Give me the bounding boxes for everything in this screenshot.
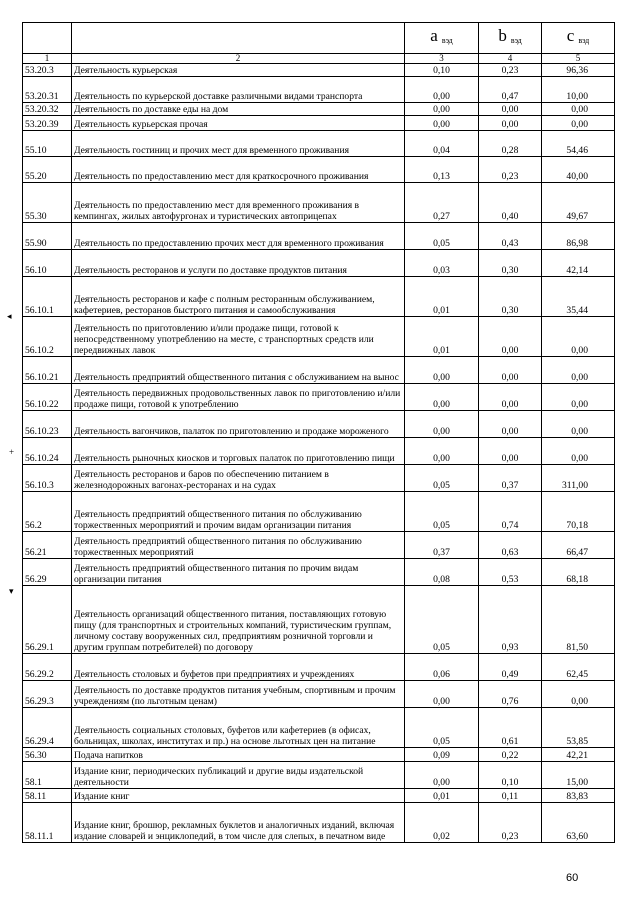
row-value-b: 0,11 — [479, 789, 542, 803]
row-value-c: 0,00 — [542, 438, 615, 465]
row-code: 55.20 — [23, 157, 72, 183]
row-value-b: 0,23 — [479, 157, 542, 183]
row-value-b: 0,76 — [479, 681, 542, 708]
row-code: 56.10.3 — [23, 465, 72, 492]
row-value-c: 40,00 — [542, 157, 615, 183]
margin-mark: ▾ — [9, 586, 14, 596]
row-value-b: 0,93 — [479, 586, 542, 654]
row-code: 56.10.2 — [23, 317, 72, 357]
column-number: 3 — [405, 54, 479, 64]
page-number: 60 — [566, 872, 579, 884]
table-row — [23, 103, 615, 116]
row-value-b: 0,53 — [479, 559, 542, 586]
row-value-a: 0,01 — [405, 277, 479, 317]
row-code: 56.10 — [23, 250, 72, 277]
row-description: Издание книг — [72, 789, 405, 803]
table-row — [23, 277, 615, 317]
row-value-a: 0,00 — [405, 357, 479, 384]
row-code: 56.29.4 — [23, 708, 72, 748]
row-code: 55.30 — [23, 183, 72, 223]
row-value-a: 0,00 — [405, 411, 479, 438]
row-value-a: 0,00 — [405, 103, 479, 116]
row-code: 58.11 — [23, 789, 72, 803]
row-value-a: 0,00 — [405, 762, 479, 789]
row-value-c: 86,98 — [542, 223, 615, 250]
row-code: 58.1 — [23, 762, 72, 789]
table-row — [23, 586, 615, 654]
row-description: Деятельность ресторанов и баров по обеспечению питанием в железнодорожных вагонах-ресторанах и на судах — [72, 465, 405, 492]
table-row — [23, 532, 615, 559]
row-value-c: 0,00 — [542, 116, 615, 131]
data-table — [22, 22, 615, 843]
row-value-a: 0,00 — [405, 681, 479, 708]
row-code: 55.90 — [23, 223, 72, 250]
row-code: 58.11.1 — [23, 803, 72, 843]
header-b — [479, 23, 542, 54]
row-value-b: 0,23 — [479, 803, 542, 843]
row-description: Деятельность предприятий общественного питания по обслуживанию торжественных мероприятий — [72, 532, 405, 559]
margin-mark: + — [9, 447, 15, 457]
row-value-c: 68,18 — [542, 559, 615, 586]
row-value-c: 83,83 — [542, 789, 615, 803]
header-c-letter: c — [566, 26, 575, 45]
table-row — [23, 708, 615, 748]
row-description: Деятельность социальных столовых, буфетов или кафетериев (в офисах, больницах, школах, институтах и пр.) на основе льготных цен на питание — [72, 708, 405, 748]
row-description: Деятельность ресторанов и кафе с полным ресторанным обслуживанием, кафетериев, ресторанов быстрого питания и самообслуживания — [72, 277, 405, 317]
row-value-c: 42,21 — [542, 748, 615, 762]
row-value-a: 0,01 — [405, 789, 479, 803]
row-value-c: 0,00 — [542, 411, 615, 438]
row-value-a: 0,00 — [405, 438, 479, 465]
row-value-b: 0,00 — [479, 103, 542, 116]
row-value-b: 0,49 — [479, 654, 542, 681]
row-value-a: 0,37 — [405, 532, 479, 559]
row-code: 56.30 — [23, 748, 72, 762]
row-value-c: 70,18 — [542, 492, 615, 532]
table-row — [23, 223, 615, 250]
row-description: Деятельность гостиниц и прочих мест для временного проживания — [72, 131, 405, 157]
row-value-c: 53,85 — [542, 708, 615, 748]
row-description: Издание книг, брошюр, рекламных буклетов и аналогичных изданий, включая издание словарей и энциклопедий, в том числе для слепых, в печатном виде — [72, 803, 405, 843]
table-row — [23, 357, 615, 384]
row-code: 53.20.39 — [23, 116, 72, 131]
row-value-b: 0,61 — [479, 708, 542, 748]
row-value-b: 0,47 — [479, 77, 542, 103]
margin-mark: ◂ — [7, 311, 12, 321]
table-row — [23, 654, 615, 681]
row-value-a: 0,05 — [405, 465, 479, 492]
row-value-c: 0,00 — [542, 681, 615, 708]
row-value-a: 0,00 — [405, 116, 479, 131]
row-code: 56.21 — [23, 532, 72, 559]
header-a — [405, 23, 479, 54]
row-description: Деятельность по доставке еды на дом — [72, 103, 405, 116]
row-code: 53.20.3 — [23, 64, 72, 77]
row-value-a: 0,08 — [405, 559, 479, 586]
row-value-a: 0,01 — [405, 317, 479, 357]
row-description: Деятельность по предоставлению мест для временного проживания в кемпингах, жилых автофургонах и туристических автоприцепах — [72, 183, 405, 223]
table-row — [23, 681, 615, 708]
row-value-c: 0,00 — [542, 103, 615, 116]
row-value-a: 0,05 — [405, 586, 479, 654]
row-value-a: 0,00 — [405, 77, 479, 103]
row-description: Деятельность по курьерской доставке различными видами транспорта — [72, 77, 405, 103]
row-value-c: 81,50 — [542, 586, 615, 654]
row-description: Деятельность курьерская — [72, 64, 405, 77]
row-value-c: 35,44 — [542, 277, 615, 317]
row-description: Деятельность по предоставлению прочих мест для временного проживания — [72, 223, 405, 250]
row-value-c: 63,60 — [542, 803, 615, 843]
row-value-b: 0,30 — [479, 250, 542, 277]
column-number: 5 — [542, 54, 615, 64]
row-value-c: 54,46 — [542, 131, 615, 157]
row-description: Деятельность ресторанов и услуги по доставке продуктов питания — [72, 250, 405, 277]
row-value-b: 0,43 — [479, 223, 542, 250]
row-value-b: 0,22 — [479, 748, 542, 762]
row-description: Деятельность передвижных продовольственных лавок по приготовлению и/или продаже пищи, готовой к употреблению — [72, 384, 405, 411]
table-row — [23, 250, 615, 277]
row-value-b: 0,00 — [479, 317, 542, 357]
table-row — [23, 116, 615, 131]
row-value-a: 0,09 — [405, 748, 479, 762]
row-value-c: 0,00 — [542, 384, 615, 411]
table-row — [23, 748, 615, 762]
column-number-row — [23, 54, 615, 64]
row-value-c: 96,36 — [542, 64, 615, 77]
row-value-c: 0,00 — [542, 357, 615, 384]
table-row — [23, 789, 615, 803]
header-code — [23, 23, 72, 54]
table-row — [23, 411, 615, 438]
table-row — [23, 157, 615, 183]
table-row — [23, 384, 615, 411]
row-value-b: 0,40 — [479, 183, 542, 223]
row-value-a: 0,02 — [405, 803, 479, 843]
header-row — [23, 23, 615, 54]
row-value-a: 0,05 — [405, 708, 479, 748]
row-code: 56.29.3 — [23, 681, 72, 708]
row-description: Деятельность предприятий общественного питания с обслуживанием на вынос — [72, 357, 405, 384]
row-description: Деятельность предприятий общественного питания по прочим видам организации питания — [72, 559, 405, 586]
row-code: 56.10.1 — [23, 277, 72, 317]
header-b-letter: b — [498, 26, 507, 45]
row-code: 55.10 — [23, 131, 72, 157]
table-row — [23, 762, 615, 789]
row-code: 56.10.24 — [23, 438, 72, 465]
table-row — [23, 492, 615, 532]
row-value-c: 42,14 — [542, 250, 615, 277]
row-value-c: 0,00 — [542, 317, 615, 357]
table-row — [23, 317, 615, 357]
table-row — [23, 559, 615, 586]
row-description: Деятельность вагончиков, палаток по приготовлению и продаже мороженого — [72, 411, 405, 438]
header-c — [542, 23, 615, 54]
row-value-a: 0,27 — [405, 183, 479, 223]
row-value-a: 0,04 — [405, 131, 479, 157]
column-number: 2 — [72, 54, 405, 64]
header-b-sub: вэд — [510, 36, 522, 45]
row-value-a: 0,10 — [405, 64, 479, 77]
row-code: 56.2 — [23, 492, 72, 532]
row-value-b: 0,10 — [479, 762, 542, 789]
row-value-a: 0,05 — [405, 492, 479, 532]
row-value-a: 0,06 — [405, 654, 479, 681]
column-number: 1 — [23, 54, 72, 64]
row-value-c: 62,45 — [542, 654, 615, 681]
row-code: 53.20.31 — [23, 77, 72, 103]
row-code: 56.29.2 — [23, 654, 72, 681]
row-value-b: 0,63 — [479, 532, 542, 559]
row-value-b: 0,00 — [479, 116, 542, 131]
row-description: Деятельность по приготовлению и/или продаже пищи, готовой к непосредственному употреблению на месте, с транспортных средств или передвижных лавок — [72, 317, 405, 357]
table-row — [23, 438, 615, 465]
row-value-c: 66,47 — [542, 532, 615, 559]
row-value-b: 0,28 — [479, 131, 542, 157]
row-value-b: 0,00 — [479, 438, 542, 465]
row-value-a: 0,00 — [405, 384, 479, 411]
row-description: Деятельность по доставке продуктов питания учебным, спортивным и прочим учреждениям (по льготным ценам) — [72, 681, 405, 708]
table-row — [23, 803, 615, 843]
row-description: Деятельность предприятий общественного питания по обслуживанию торжественных мероприятий и прочим видам организации питания — [72, 492, 405, 532]
row-value-b: 0,23 — [479, 64, 542, 77]
table-row — [23, 77, 615, 103]
row-code: 56.29 — [23, 559, 72, 586]
row-code: 56.29.1 — [23, 586, 72, 654]
row-description: Деятельность рыночных киосков и торговых палаток по приготовлению пищи — [72, 438, 405, 465]
row-value-b: 0,00 — [479, 411, 542, 438]
row-value-b: 0,30 — [479, 277, 542, 317]
row-code: 56.10.23 — [23, 411, 72, 438]
row-value-b: 0,00 — [479, 357, 542, 384]
row-value-c: 10,00 — [542, 77, 615, 103]
row-value-c: 311,00 — [542, 465, 615, 492]
row-value-b: 0,37 — [479, 465, 542, 492]
table-row — [23, 183, 615, 223]
row-value-b: 0,00 — [479, 384, 542, 411]
row-description: Подача напитков — [72, 748, 405, 762]
column-number: 4 — [479, 54, 542, 64]
table-body — [23, 64, 615, 843]
table-row — [23, 131, 615, 157]
row-value-a: 0,03 — [405, 250, 479, 277]
header-desc — [72, 23, 405, 54]
row-description: Деятельность организаций общественного питания, поставляющих готовую пищу (для транспортных и строительных компаний, туристическим группам, личному составу вооруженных сил, предприятиям розничной торговли и другим группам потребителей) по договору — [72, 586, 405, 654]
row-value-c: 15,00 — [542, 762, 615, 789]
row-description: Издание книг, периодических публикаций и другие виды издательской деятельности — [72, 762, 405, 789]
row-description: Деятельность курьерская прочая — [72, 116, 405, 131]
row-code: 53.20.32 — [23, 103, 72, 116]
table-row — [23, 465, 615, 492]
row-description: Деятельность столовых и буфетов при предприятиях и учреждениях — [72, 654, 405, 681]
row-description: Деятельность по предоставлению мест для краткосрочного проживания — [72, 157, 405, 183]
row-value-a: 0,05 — [405, 223, 479, 250]
header-c-sub: вэд — [578, 36, 590, 45]
row-code: 56.10.21 — [23, 357, 72, 384]
table-row — [23, 64, 615, 77]
row-value-b: 0,74 — [479, 492, 542, 532]
row-value-a: 0,13 — [405, 157, 479, 183]
header-a-letter: a — [430, 26, 438, 45]
header-a-sub: вэд — [441, 36, 453, 45]
row-code: 56.10.22 — [23, 384, 72, 411]
row-value-c: 49,67 — [542, 183, 615, 223]
